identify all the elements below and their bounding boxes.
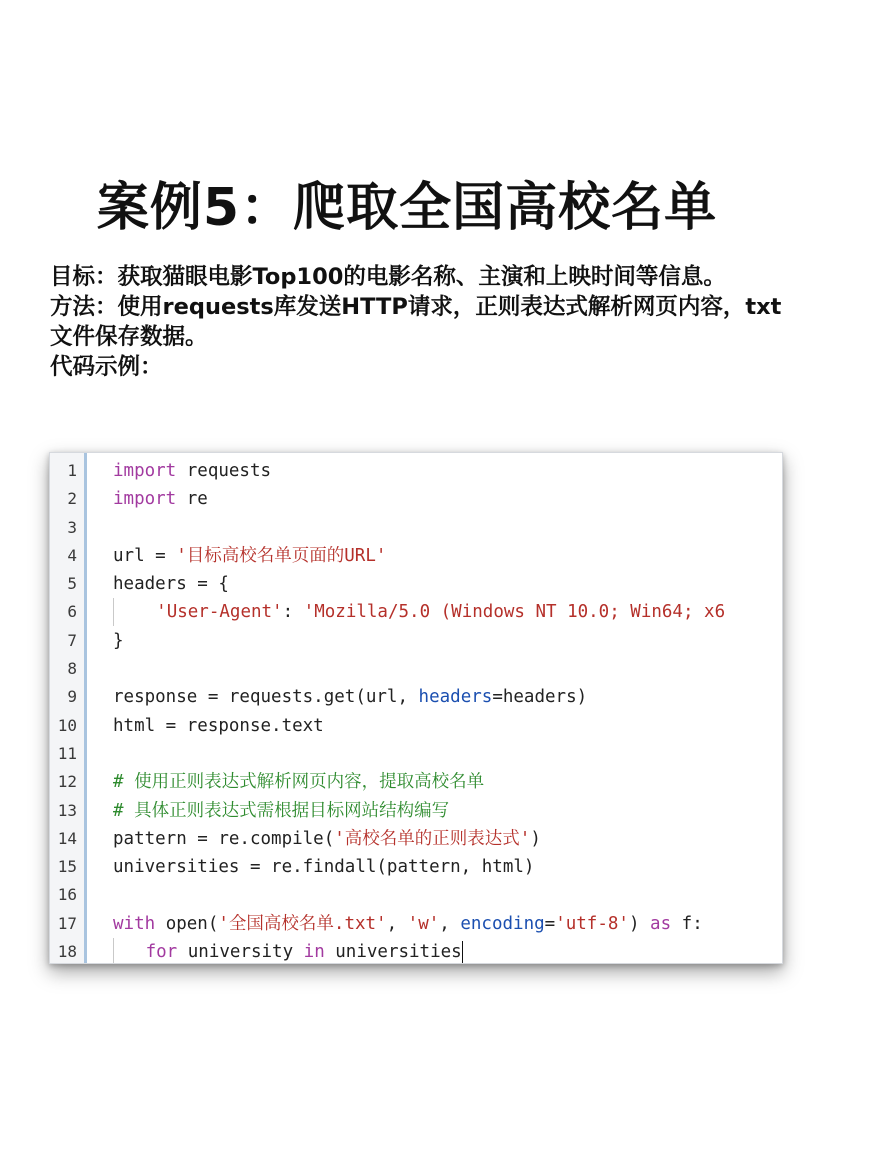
code-text: headers = {: [113, 574, 229, 595]
code-text: pattern = re.compile(: [113, 828, 335, 849]
code-line-15: [50, 853, 782, 881]
line-number: 16: [57, 885, 77, 905]
goal-text: 目标：获取猫眼电影Top100的电影名称、主演和上映时间等信息。: [50, 264, 726, 290]
line-number: 17: [57, 913, 77, 933]
code-text: ): [628, 913, 651, 934]
keyword: import: [113, 461, 177, 481]
code-text: requests: [176, 461, 272, 481]
code-text: }: [113, 630, 124, 651]
code-comment: # 使用正则表达式解析网页内容，提取高校名单: [113, 772, 485, 793]
code-text: ): [530, 828, 541, 849]
code-text: open(: [155, 913, 219, 934]
line-number: 2: [67, 489, 77, 509]
indent-guide: [113, 598, 114, 626]
keyword-argument: headers: [418, 687, 493, 708]
code-text: html = response.text: [113, 715, 324, 736]
keyword: as: [650, 913, 672, 934]
line-number: 18: [57, 942, 77, 962]
method-text: 方法：使用requests库发送HTTP请求，正则表达式解析网页内容，txt文件保存数据。: [50, 294, 782, 350]
code-text: university: [177, 942, 304, 963]
line-number: 7: [67, 630, 77, 650]
code-text: ,: [439, 913, 461, 934]
line-number: 5: [67, 574, 77, 594]
line-number: 9: [67, 687, 77, 707]
code-line-2: [50, 485, 782, 513]
keyword: for: [145, 942, 178, 963]
line-number: 8: [67, 659, 77, 679]
code-line-7: [50, 627, 782, 655]
string-literal: '全国高校名单.txt': [218, 913, 387, 934]
string-literal: '目标高校名单页面的URL': [176, 545, 387, 566]
text-cursor: [462, 941, 464, 963]
keyword-argument: encoding: [460, 913, 545, 934]
code-editor-screenshot: [49, 452, 783, 964]
code-lines: [50, 457, 782, 964]
line-number: 1: [67, 461, 77, 480]
line-number: 13: [57, 800, 77, 820]
code-text: =headers): [492, 687, 588, 708]
code-text: url =: [113, 545, 177, 566]
code-text: :: [282, 602, 304, 623]
line-number: 3: [67, 517, 77, 537]
line-number: 4: [67, 545, 77, 565]
code-text: response = requests.get(url,: [113, 687, 419, 708]
string-literal: 'User-Agent': [156, 602, 283, 623]
code-line-5: [50, 570, 782, 598]
code-line-18: [50, 938, 782, 964]
code-line-10: [50, 712, 782, 740]
line-number: 10: [57, 715, 77, 735]
code-line-17: [50, 910, 782, 938]
code-comment: # 具体正则表达式需根据目标网站结构编写: [113, 800, 450, 821]
example-label: 代码示例：: [50, 354, 163, 380]
line-number: 12: [57, 772, 77, 792]
code-text: universities = re.findall(pattern, html): [113, 857, 535, 878]
code-line-9: [50, 683, 782, 711]
string-literal: 'utf-8': [555, 913, 629, 934]
code-line-4: [50, 542, 782, 570]
line-number: 11: [57, 743, 77, 763]
page-title: 案例5：爬取全国高校名单: [96, 178, 718, 238]
code-line-11: [50, 740, 782, 768]
keyword: in: [303, 942, 325, 963]
code-text: =: [544, 913, 556, 934]
line-number: 6: [67, 602, 77, 622]
description-block: [50, 262, 790, 382]
code-line-12: [50, 768, 782, 796]
indent-guide: [113, 938, 114, 964]
code-line-13: [50, 797, 782, 825]
code-line-1: [50, 457, 782, 485]
line-number: 15: [57, 857, 77, 877]
code-line-8: [50, 655, 782, 683]
line-number: 14: [57, 828, 77, 848]
code-text: ,: [386, 913, 408, 934]
code-line-16: [50, 881, 782, 909]
code-line-14: [50, 825, 782, 853]
code-text: re: [176, 489, 208, 510]
string-literal: 'Mozilla/5.0 (Windows NT 10.0; Win64; x6: [303, 602, 726, 623]
string-literal: 'w': [407, 913, 440, 934]
code-line-6: [50, 598, 782, 626]
keyword: import: [113, 489, 177, 510]
string-literal: '高校名单的正则表达式': [334, 828, 531, 849]
code-line-3: [50, 514, 782, 542]
keyword: with: [113, 913, 156, 934]
code-text: universities: [324, 942, 462, 963]
code-text: f:: [671, 913, 703, 934]
